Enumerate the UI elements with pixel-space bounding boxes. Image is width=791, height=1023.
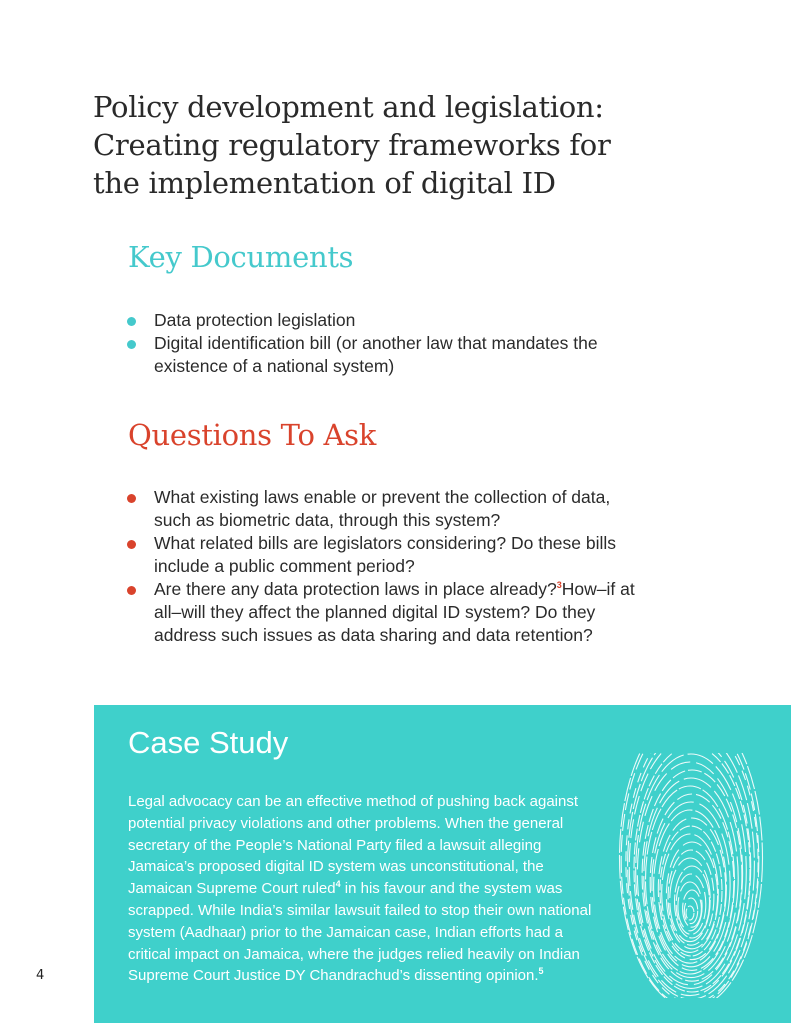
bullet-icon [127,317,136,326]
list-item [127,332,647,378]
list-item-text: Digital identification bill (or another law that mandates the existence of a national system) [154,333,598,376]
case-study-panel [94,705,791,1023]
list-item-text: What related bills are legislators considering? Do these bills include a public comment period? [154,533,617,576]
bullet-icon [127,540,136,549]
bullet-icon [127,340,136,349]
case-study-text [128,791,608,987]
questions-heading: Questions To Ask [128,418,377,452]
fingerprint-icon [616,753,766,998]
list-item-text: Data protection legislation [154,310,356,330]
page-title: Policy development and legislation: Creating regulatory frameworks for the implementation of digital ID [93,90,611,200]
footnote-ref[interactable]: 4 [335,879,341,890]
list-item-text: Are there any data protection laws in place already? [154,579,557,599]
questions-list [127,486,647,647]
fingerprint-ridge [686,906,694,920]
footnote-ref[interactable]: 3 [556,580,562,591]
list-item-text: How–if at all–will they affect the planned digital ID system? Do they address such issues as data sharing and data retention? [154,579,635,645]
fingerprint-ridge [644,778,738,978]
fingerprint-ridge [660,826,722,956]
fingerprint-ridge [628,753,755,998]
case-study-text-part: in his favour and the system was scrapped. While India’s similar lawsuit failed to stop their own national system (Aadhaar) prior to the Jamaican case, Indian efforts had a critical impact on Jamaica, where the judges relied heavily on Indian Supreme Court Justice DY Chandrachud’s dissenting opinion. [128,880,592,985]
footnote-ref[interactable]: 5 [538,966,544,977]
bullet-icon [127,494,136,503]
list-item [127,486,647,532]
case-study-heading: Case Study [128,725,289,760]
page-number: 4 [36,968,45,983]
list-item-text: What existing laws enable or prevent the collection of data, such as biometric data, through this system? [154,487,611,530]
fingerprint-ridge [683,890,702,927]
key-documents-list [127,309,647,378]
bullet-icon [127,586,136,595]
case-study-text-part: Legal advocacy can be an effective method of pushing back against potential privacy violations and other problems. When the general secretary of the People’s National Party filed a lawsuit alleging Jamaica’s proposed digital ID system was unconstitutional, the Jamaican Supreme Court ruled [128,793,579,898]
list-item [127,578,647,647]
list-item [127,309,647,332]
list-item [127,532,647,578]
key-documents-heading: Key Documents [128,240,354,274]
